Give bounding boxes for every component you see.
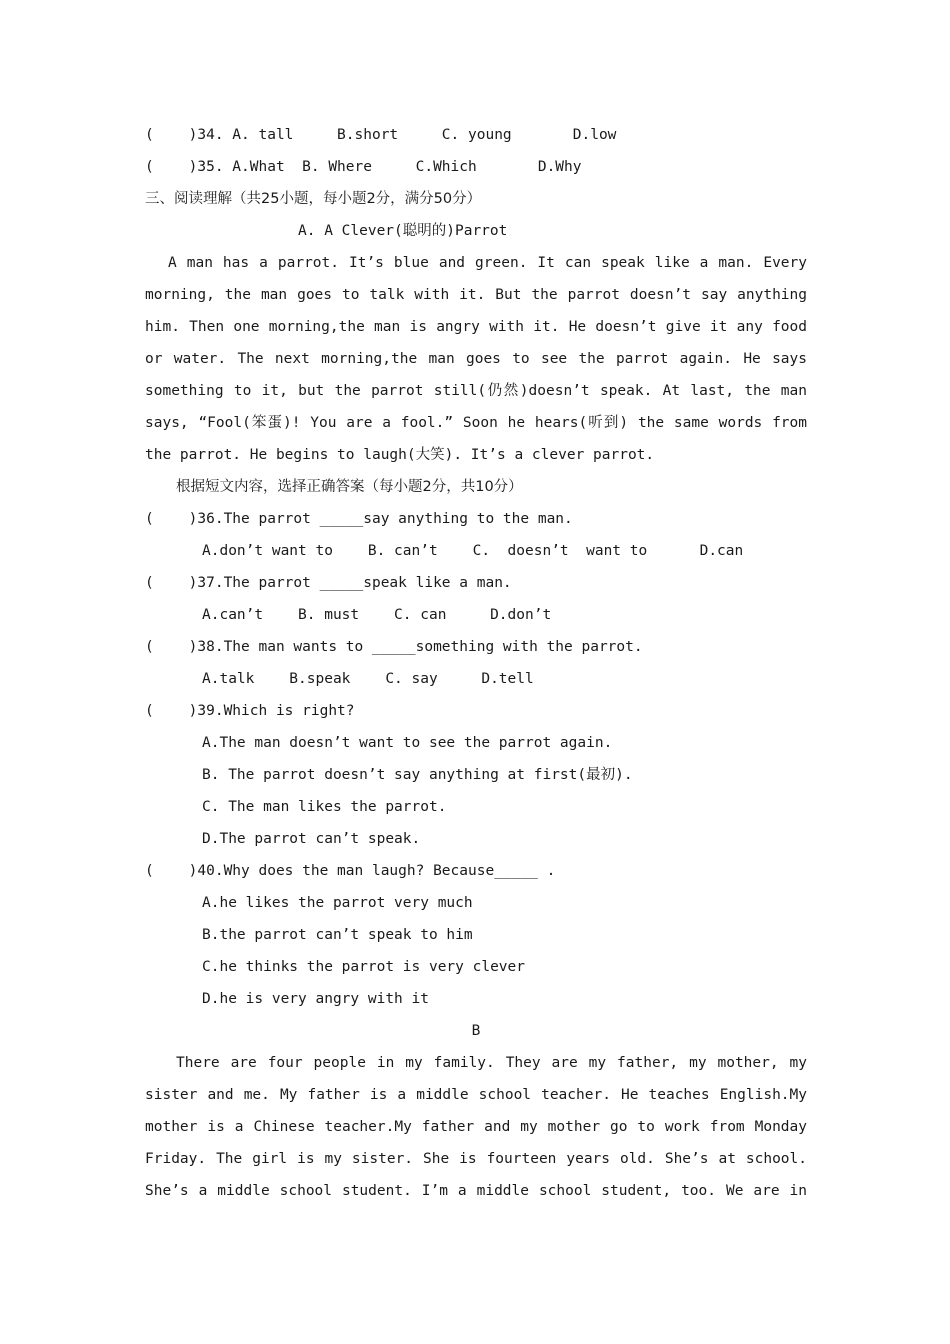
passage-a-instruction: 根据短文内容，选择正确答案（每小题2分，共10分）: [176, 479, 523, 495]
section-heading: 三、阅读理解（共25小题，每小题2分，满分50分）: [145, 191, 482, 207]
question-39-option-b: B. The parrot doesn’t say anything at first(最初).: [202, 767, 633, 783]
passage-a-line: him. Then one morning,the man is angry with it. He doesn’t give it any food: [145, 319, 807, 335]
question-39-option-a: A.The man doesn’t want to see the parrot again.: [202, 735, 613, 751]
question-40-option-a: A.he likes the parrot very much: [202, 895, 473, 911]
passage-a-line: the parrot. He begins to laugh(大笑). It’s a clever parrot.: [145, 447, 655, 463]
question-40: ( )40.Why does the man laugh? Because_____ .: [145, 863, 556, 879]
passage-a-line: morning, the man goes to talk with it. But the parrot doesn’t say anything: [145, 287, 807, 303]
passage-b-line: She’s a middle school student. I’m a middle school student, too. We are in: [145, 1183, 807, 1199]
question-34: ( )34. A. tall B.short C. young D.low: [145, 127, 617, 143]
question-38: ( )38.The man wants to _____something with the parrot.: [145, 639, 643, 655]
passage-b-line: There are four people in my family. They are my father, my mother, my: [176, 1055, 807, 1071]
question-40-option-c: C.he thinks the parrot is very clever: [202, 959, 526, 975]
question-36-options: A.don’t want to B. can’t C. doesn’t want to D.can: [202, 543, 744, 559]
passage-a-line: says, “Fool(笨蛋)! You are a fool.” Soon he hears(听到) the same words from: [145, 415, 807, 431]
question-35: ( )35. A.What B. Where C.Which D.Why: [145, 159, 582, 175]
question-39-option-d: D.The parrot can’t speak.: [202, 831, 421, 847]
question-37: ( )37.The parrot _____speak like a man.: [145, 575, 512, 591]
passage-a-title: A. A Clever(聪明的)Parrot: [298, 223, 508, 239]
passage-a-line: something to it, but the parrot still(仍然)doesn’t speak. At last, the man: [145, 383, 807, 399]
question-40-option-d: D.he is very angry with it: [202, 991, 429, 1007]
question-40-option-b: B.the parrot can’t speak to him: [202, 927, 473, 943]
question-39: ( )39.Which is right?: [145, 703, 355, 719]
passage-b-line: mother is a Chinese teacher.My father and my mother go to work from Monday: [145, 1119, 807, 1135]
question-38-options: A.talk B.speak C. say D.tell: [202, 671, 534, 687]
question-37-options: A.can’t B. must C. can D.don’t: [202, 607, 552, 623]
question-39-option-c: C. The man likes the parrot.: [202, 799, 447, 815]
passage-b-title: B: [471, 1023, 481, 1039]
passage-b-line: Friday. The girl is my sister. She is fourteen years old. She’s at school.: [145, 1151, 807, 1167]
passage-a-line: A man has a parrot. It’s blue and green. It can speak like a man. Every: [168, 255, 807, 271]
question-36: ( )36.The parrot _____say anything to the man.: [145, 511, 573, 527]
passage-a-line: or water. The next morning,the man goes to see the parrot again. He says: [145, 351, 807, 367]
passage-b-line: sister and me. My father is a middle school teacher. He teaches English.My: [145, 1087, 807, 1103]
